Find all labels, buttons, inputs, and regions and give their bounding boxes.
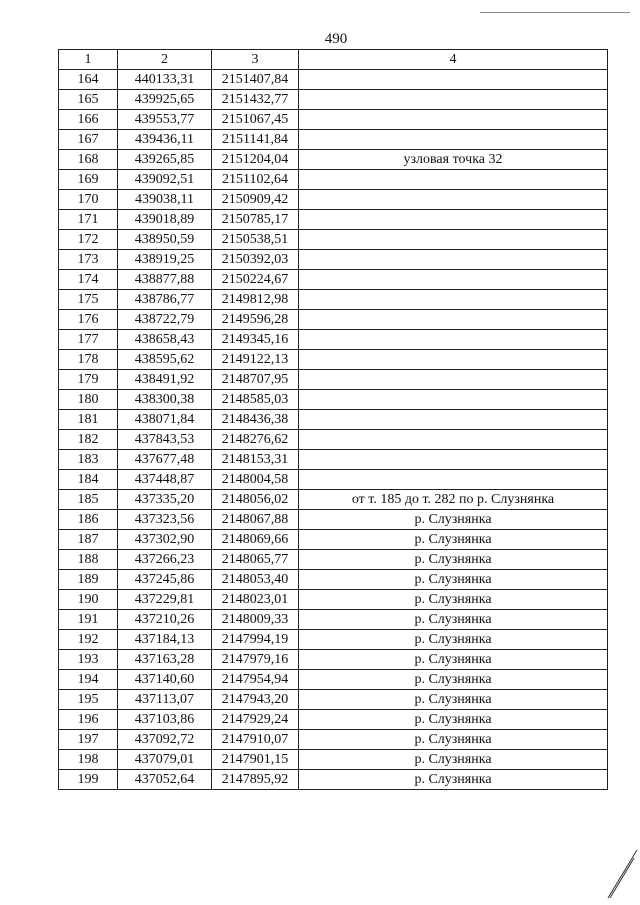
y-coordinate-cell: 2148009,33 [212,610,299,630]
table-row [59,90,608,110]
y-coordinate-cell: 2150909,42 [212,190,299,210]
table-row [59,510,608,530]
point-number-cell: 183 [59,450,118,470]
y-coordinate-cell: 2148436,38 [212,410,299,430]
note-cell: р. Слузнянка [299,590,608,610]
column-header-3: 3 [212,50,299,70]
table-row [59,210,608,230]
note-cell [299,110,608,130]
note-cell [299,450,608,470]
y-coordinate-cell: 2150224,67 [212,270,299,290]
point-number-cell: 174 [59,270,118,290]
y-coordinate-cell: 2150392,03 [212,250,299,270]
table-row [59,710,608,730]
note-cell: р. Слузнянка [299,770,608,790]
point-number-cell: 186 [59,510,118,530]
point-number-cell: 164 [59,70,118,90]
x-coordinate-cell: 437677,48 [118,450,212,470]
x-coordinate-cell: 437092,72 [118,730,212,750]
x-coordinate-cell: 439092,51 [118,170,212,190]
table-row [59,390,608,410]
page-number: 490 [324,31,348,47]
y-coordinate-cell: 2149812,98 [212,290,299,310]
point-number-cell: 169 [59,170,118,190]
point-number-cell: 178 [59,350,118,370]
note-cell: р. Слузнянка [299,570,608,590]
x-coordinate-cell: 438722,79 [118,310,212,330]
table-row [59,550,608,570]
note-cell [299,410,608,430]
y-coordinate-cell: 2149596,28 [212,310,299,330]
note-cell [299,330,608,350]
y-coordinate-cell: 2148023,01 [212,590,299,610]
y-coordinate-cell: 2147901,15 [212,750,299,770]
table-row [59,330,608,350]
y-coordinate-cell: 2147929,24 [212,710,299,730]
table-row [59,290,608,310]
y-coordinate-cell: 2151102,64 [212,170,299,190]
note-cell [299,210,608,230]
y-coordinate-cell: 2151141,84 [212,130,299,150]
table-row [59,610,608,630]
note-cell: р. Слузнянка [299,710,608,730]
x-coordinate-cell: 437113,07 [118,690,212,710]
note-cell [299,310,608,330]
table-row [59,270,608,290]
table-row [59,250,608,270]
x-coordinate-cell: 437229,81 [118,590,212,610]
x-coordinate-cell: 439436,11 [118,130,212,150]
point-number-cell: 166 [59,110,118,130]
x-coordinate-cell: 438071,84 [118,410,212,430]
x-coordinate-cell: 438491,92 [118,370,212,390]
table-row [59,350,608,370]
note-cell: узловая точка 32 [299,150,608,170]
y-coordinate-cell: 2148004,58 [212,470,299,490]
x-coordinate-cell: 438919,25 [118,250,212,270]
note-cell [299,290,608,310]
column-header-4: 4 [299,50,608,70]
x-coordinate-cell: 439038,11 [118,190,212,210]
note-cell [299,390,608,410]
note-cell [299,430,608,450]
x-coordinate-cell: 437140,60 [118,670,212,690]
point-number-cell: 190 [59,590,118,610]
point-number-cell: 185 [59,490,118,510]
y-coordinate-cell: 2151432,77 [212,90,299,110]
point-number-cell: 171 [59,210,118,230]
point-number-cell: 188 [59,550,118,570]
point-number-cell: 181 [59,410,118,430]
y-coordinate-cell: 2151407,84 [212,70,299,90]
x-coordinate-cell: 440133,31 [118,70,212,90]
note-cell [299,250,608,270]
table-row [59,310,608,330]
y-coordinate-cell: 2148067,88 [212,510,299,530]
point-number-cell: 177 [59,330,118,350]
y-coordinate-cell: 2150538,51 [212,230,299,250]
table-row [59,150,608,170]
table-row [59,650,608,670]
table-header-row [59,50,608,70]
note-cell [299,190,608,210]
table-row [59,370,608,390]
y-coordinate-cell: 2148065,77 [212,550,299,570]
y-coordinate-cell: 2147994,19 [212,630,299,650]
point-number-cell: 167 [59,130,118,150]
x-coordinate-cell: 437184,13 [118,630,212,650]
y-coordinate-cell: 2148069,66 [212,530,299,550]
x-coordinate-cell: 438950,59 [118,230,212,250]
x-coordinate-cell: 439553,77 [118,110,212,130]
note-cell: р. Слузнянка [299,650,608,670]
y-coordinate-cell: 2151067,45 [212,110,299,130]
x-coordinate-cell: 437266,23 [118,550,212,570]
table-row [59,410,608,430]
point-number-cell: 170 [59,190,118,210]
table-row [59,590,608,610]
note-cell: р. Слузнянка [299,630,608,650]
y-coordinate-cell: 2149345,16 [212,330,299,350]
y-coordinate-cell: 2148585,03 [212,390,299,410]
x-coordinate-cell: 438658,43 [118,330,212,350]
y-coordinate-cell: 2148053,40 [212,570,299,590]
point-number-cell: 195 [59,690,118,710]
point-number-cell: 172 [59,230,118,250]
point-number-cell: 176 [59,310,118,330]
y-coordinate-cell: 2151204,04 [212,150,299,170]
point-number-cell: 184 [59,470,118,490]
point-number-cell: 187 [59,530,118,550]
point-number-cell: 165 [59,90,118,110]
table-row [59,110,608,130]
table-row [59,450,608,470]
table-row [59,190,608,210]
note-cell [299,170,608,190]
column-header-1: 1 [59,50,118,70]
scan-artifact-lines [604,848,638,900]
table-row [59,770,608,790]
table-row [59,490,608,510]
x-coordinate-cell: 437103,86 [118,710,212,730]
note-cell [299,90,608,110]
table-row [59,570,608,590]
note-cell: р. Слузнянка [299,530,608,550]
x-coordinate-cell: 437302,90 [118,530,212,550]
table-row [59,430,608,450]
y-coordinate-cell: 2147954,94 [212,670,299,690]
x-coordinate-cell: 437210,26 [118,610,212,630]
y-coordinate-cell: 2148056,02 [212,490,299,510]
x-coordinate-cell: 439018,89 [118,210,212,230]
table-row [59,230,608,250]
note-cell: р. Слузнянка [299,750,608,770]
x-coordinate-cell: 437079,01 [118,750,212,770]
y-coordinate-cell: 2147943,20 [212,690,299,710]
table-body [59,70,608,790]
note-cell: от т. 185 до т. 282 по р. Слузнянка [299,490,608,510]
y-coordinate-cell: 2147979,16 [212,650,299,670]
point-number-cell: 199 [59,770,118,790]
x-coordinate-cell: 439265,85 [118,150,212,170]
x-coordinate-cell: 437335,20 [118,490,212,510]
table-row [59,70,608,90]
y-coordinate-cell: 2148153,31 [212,450,299,470]
point-number-cell: 179 [59,370,118,390]
table-row [59,730,608,750]
x-coordinate-cell: 437448,87 [118,470,212,490]
y-coordinate-cell: 2148707,95 [212,370,299,390]
point-number-cell: 198 [59,750,118,770]
note-cell: р. Слузнянка [299,730,608,750]
scan-artifact-line [480,12,630,13]
x-coordinate-cell: 439925,65 [118,90,212,110]
column-header-2: 2 [118,50,212,70]
note-cell: р. Слузнянка [299,510,608,530]
point-number-cell: 175 [59,290,118,310]
point-number-cell: 182 [59,430,118,450]
y-coordinate-cell: 2147895,92 [212,770,299,790]
point-number-cell: 173 [59,250,118,270]
x-coordinate-cell: 437323,56 [118,510,212,530]
table-row [59,170,608,190]
note-cell: р. Слузнянка [299,670,608,690]
table-row [59,470,608,490]
point-number-cell: 189 [59,570,118,590]
x-coordinate-cell: 437052,64 [118,770,212,790]
x-coordinate-cell: 437843,53 [118,430,212,450]
point-number-cell: 180 [59,390,118,410]
x-coordinate-cell: 437163,28 [118,650,212,670]
note-cell [299,270,608,290]
x-coordinate-cell: 438595,62 [118,350,212,370]
y-coordinate-cell: 2147910,07 [212,730,299,750]
x-coordinate-cell: 437245,86 [118,570,212,590]
table-row [59,690,608,710]
y-coordinate-cell: 2150785,17 [212,210,299,230]
note-cell: р. Слузнянка [299,550,608,570]
table-row [59,630,608,650]
y-coordinate-cell: 2148276,62 [212,430,299,450]
point-number-cell: 194 [59,670,118,690]
point-number-cell: 192 [59,630,118,650]
coordinates-table [58,49,608,790]
point-number-cell: 193 [59,650,118,670]
table-row [59,750,608,770]
table-row [59,130,608,150]
x-coordinate-cell: 438300,38 [118,390,212,410]
x-coordinate-cell: 438877,88 [118,270,212,290]
point-number-cell: 168 [59,150,118,170]
note-cell: р. Слузнянка [299,690,608,710]
note-cell [299,70,608,90]
note-cell [299,230,608,250]
point-number-cell: 191 [59,610,118,630]
table-row [59,530,608,550]
point-number-cell: 196 [59,710,118,730]
note-cell [299,130,608,150]
point-number-cell: 197 [59,730,118,750]
note-cell [299,370,608,390]
table-row [59,670,608,690]
y-coordinate-cell: 2149122,13 [212,350,299,370]
note-cell [299,350,608,370]
note-cell: р. Слузнянка [299,610,608,630]
note-cell [299,470,608,490]
x-coordinate-cell: 438786,77 [118,290,212,310]
